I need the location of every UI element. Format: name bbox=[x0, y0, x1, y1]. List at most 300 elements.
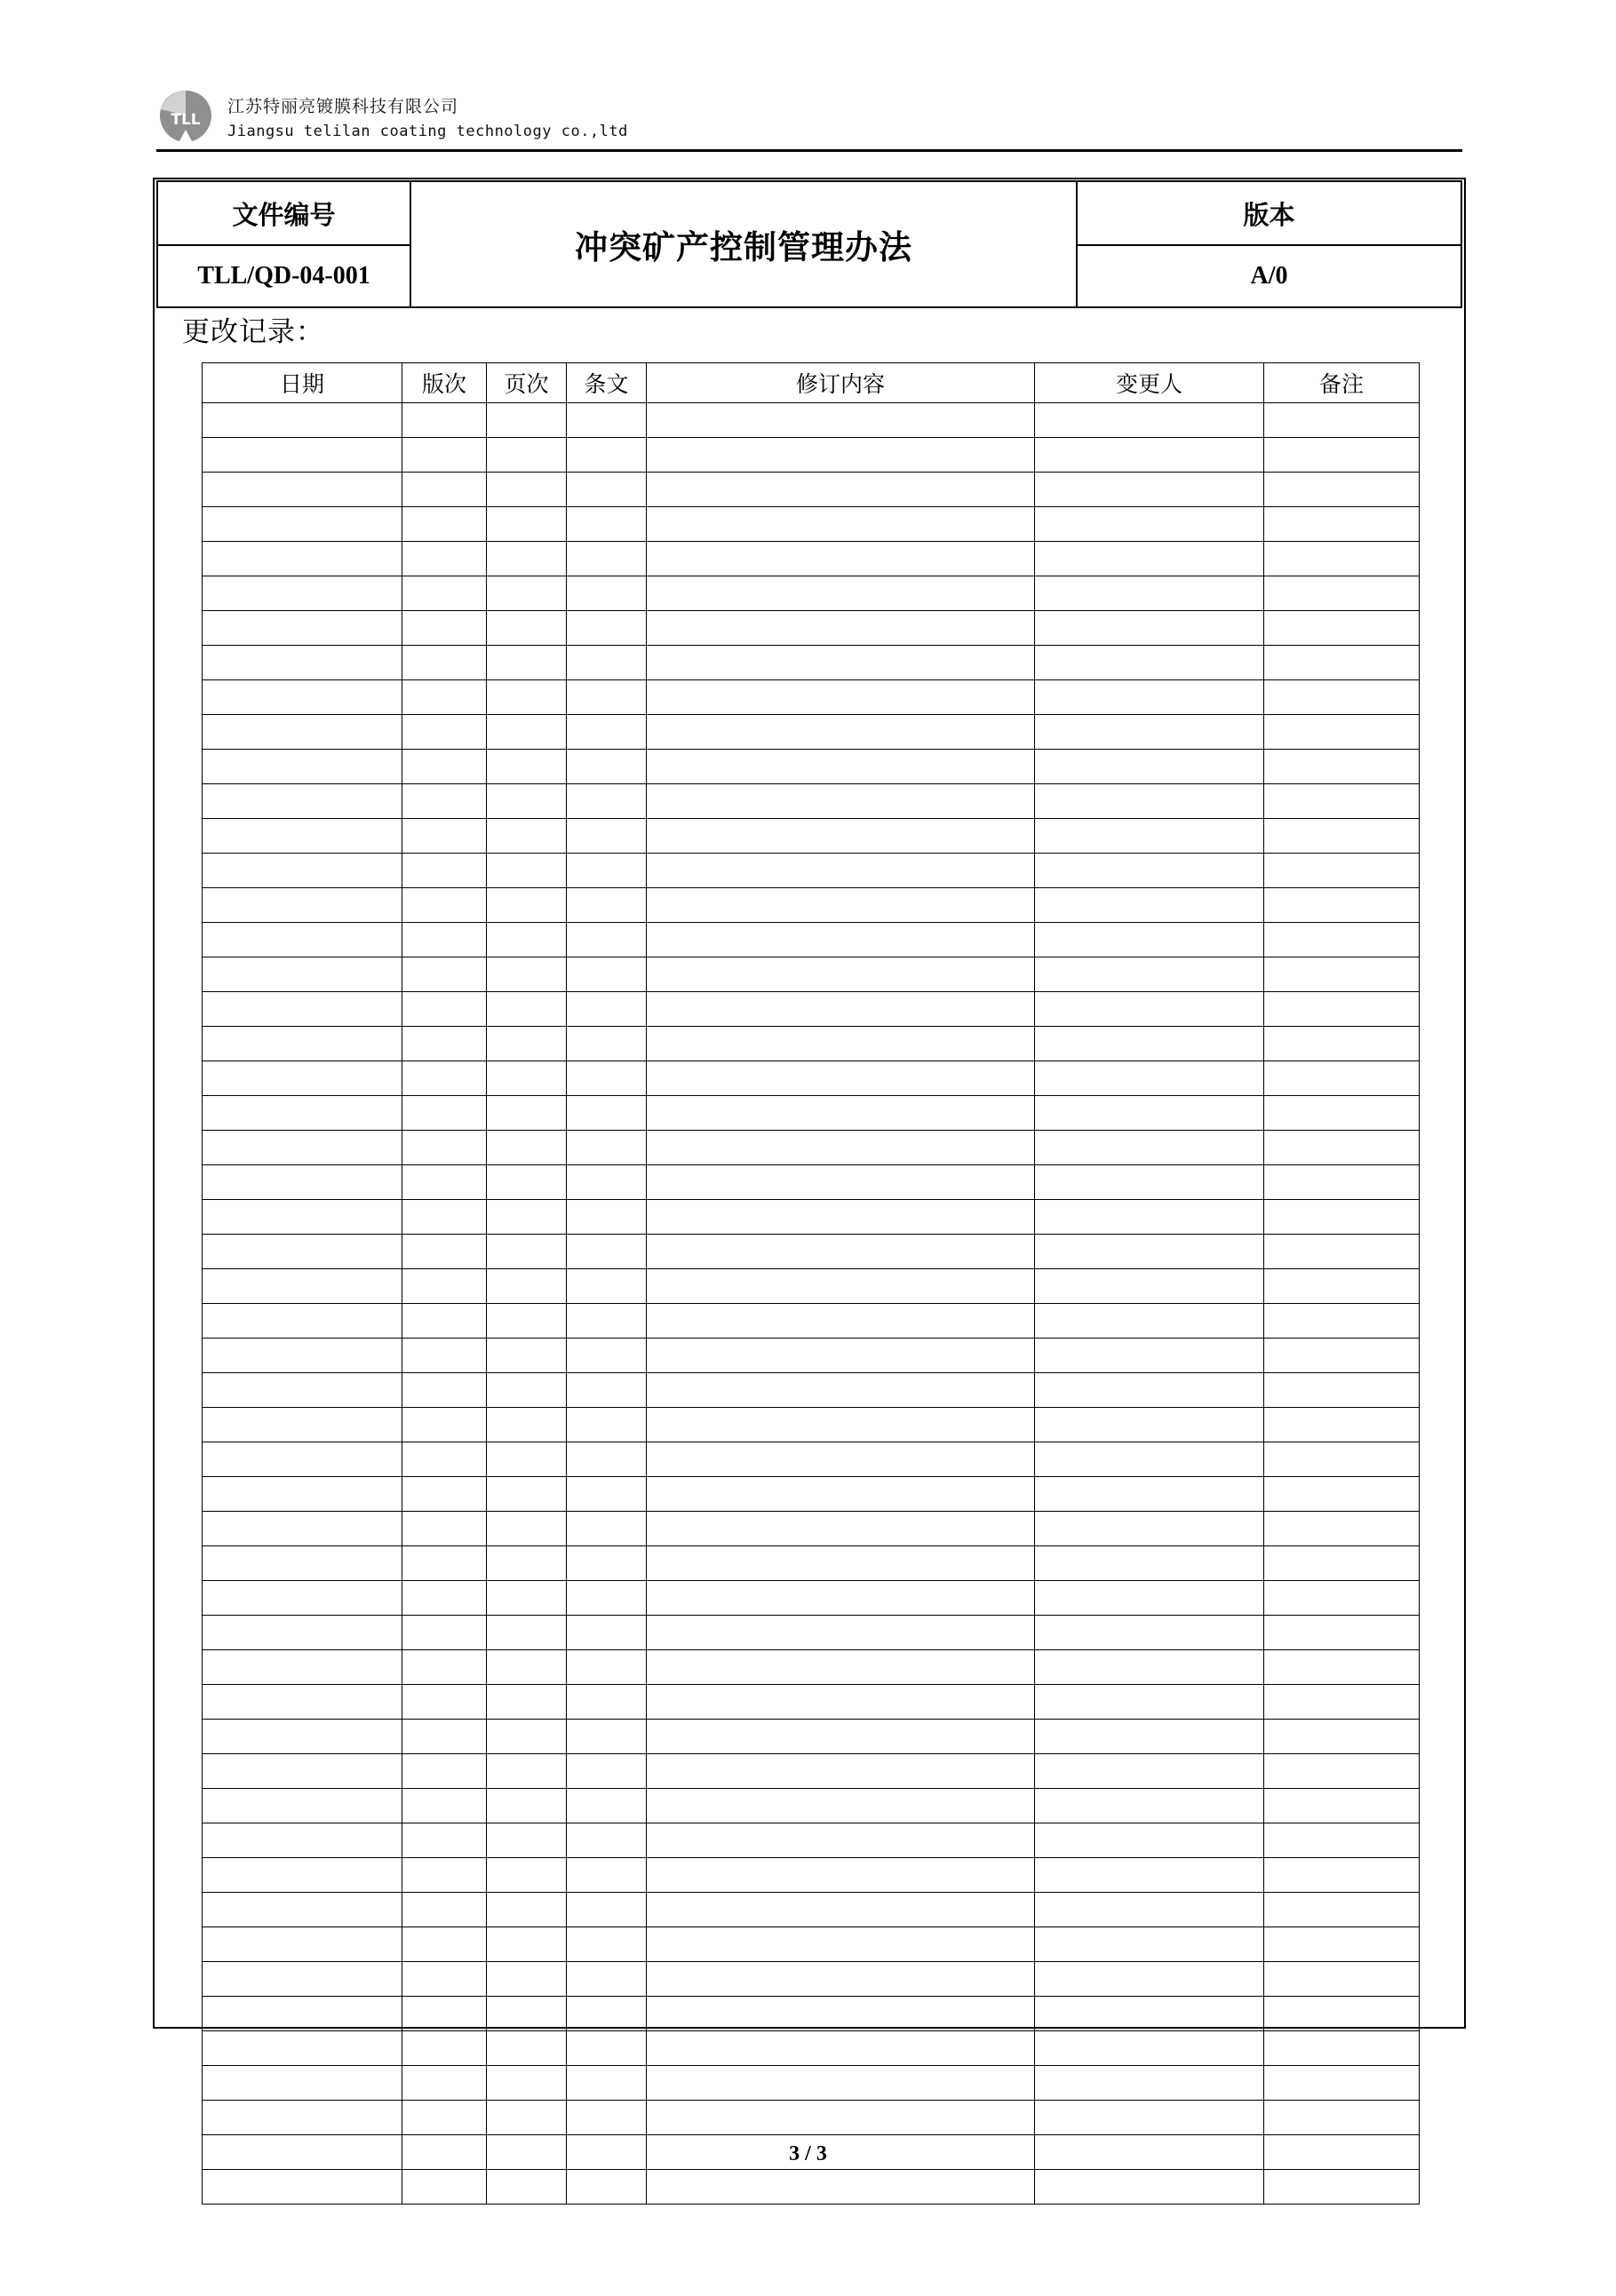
table-cell[interactable] bbox=[567, 854, 647, 888]
table-cell[interactable] bbox=[1035, 1546, 1264, 1581]
table-cell[interactable] bbox=[1035, 1373, 1264, 1408]
table-cell[interactable] bbox=[647, 923, 1035, 957]
table-cell[interactable] bbox=[1035, 1927, 1264, 1962]
table-cell[interactable] bbox=[647, 1754, 1035, 1789]
table-cell[interactable] bbox=[1264, 1165, 1420, 1200]
table-cell[interactable] bbox=[567, 646, 647, 680]
table-cell[interactable] bbox=[1035, 1997, 1264, 2031]
table-cell[interactable] bbox=[203, 1616, 402, 1650]
table-cell[interactable] bbox=[402, 923, 487, 957]
table-cell[interactable] bbox=[487, 1927, 567, 1962]
table-cell[interactable] bbox=[1035, 1858, 1264, 1893]
table-cell[interactable] bbox=[487, 1858, 567, 1893]
table-cell[interactable] bbox=[487, 611, 567, 646]
table-cell[interactable] bbox=[487, 438, 567, 473]
table-cell[interactable] bbox=[567, 1269, 647, 1304]
table-cell[interactable] bbox=[1264, 1027, 1420, 1061]
table-cell[interactable] bbox=[567, 1061, 647, 1096]
table-cell[interactable] bbox=[1264, 1650, 1420, 1685]
table-cell[interactable] bbox=[1035, 1789, 1264, 1823]
table-cell[interactable] bbox=[402, 2170, 487, 2205]
table-cell[interactable] bbox=[203, 1408, 402, 1442]
table-cell[interactable] bbox=[402, 1685, 487, 1720]
table-cell[interactable] bbox=[1264, 2031, 1420, 2066]
table-cell[interactable] bbox=[203, 1720, 402, 1754]
table-cell[interactable] bbox=[1035, 1581, 1264, 1616]
table-cell[interactable] bbox=[1035, 2101, 1264, 2135]
table-cell[interactable] bbox=[1035, 1200, 1264, 1235]
table-cell[interactable] bbox=[647, 1061, 1035, 1096]
table-cell[interactable] bbox=[487, 1650, 567, 1685]
table-cell[interactable] bbox=[1264, 888, 1420, 923]
table-cell[interactable] bbox=[1035, 1408, 1264, 1442]
table-cell[interactable] bbox=[1035, 403, 1264, 438]
table-cell[interactable] bbox=[1035, 784, 1264, 819]
table-cell[interactable] bbox=[487, 1962, 567, 1997]
table-cell[interactable] bbox=[567, 784, 647, 819]
table-cell[interactable] bbox=[487, 473, 567, 507]
table-cell[interactable] bbox=[567, 819, 647, 854]
table-cell[interactable] bbox=[1264, 1373, 1420, 1408]
table-cell[interactable] bbox=[487, 1373, 567, 1408]
table-cell[interactable] bbox=[567, 680, 647, 715]
table-cell[interactable] bbox=[203, 1373, 402, 1408]
table-cell[interactable] bbox=[203, 1096, 402, 1131]
table-cell[interactable] bbox=[203, 1304, 402, 1339]
table-cell[interactable] bbox=[1035, 507, 1264, 542]
table-cell[interactable] bbox=[567, 992, 647, 1027]
table-cell[interactable] bbox=[203, 2031, 402, 2066]
table-cell[interactable] bbox=[567, 1650, 647, 1685]
table-cell[interactable] bbox=[203, 1269, 402, 1304]
table-cell[interactable] bbox=[1264, 2101, 1420, 2135]
table-cell[interactable] bbox=[487, 1096, 567, 1131]
table-cell[interactable] bbox=[487, 819, 567, 854]
table-cell[interactable] bbox=[567, 1616, 647, 1650]
table-cell[interactable] bbox=[487, 1997, 567, 2031]
table-cell[interactable] bbox=[487, 2066, 567, 2101]
table-cell[interactable] bbox=[203, 784, 402, 819]
table-cell[interactable] bbox=[1035, 438, 1264, 473]
table-cell[interactable] bbox=[1035, 957, 1264, 992]
table-cell[interactable] bbox=[647, 2066, 1035, 2101]
table-cell[interactable] bbox=[487, 1200, 567, 1235]
table-cell[interactable] bbox=[203, 1581, 402, 1616]
table-cell[interactable] bbox=[402, 1789, 487, 1823]
table-cell[interactable] bbox=[1035, 819, 1264, 854]
table-cell[interactable] bbox=[647, 438, 1035, 473]
table-cell[interactable] bbox=[647, 819, 1035, 854]
table-cell[interactable] bbox=[1035, 1096, 1264, 1131]
table-cell[interactable] bbox=[1264, 2066, 1420, 2101]
table-cell[interactable] bbox=[1264, 438, 1420, 473]
table-cell[interactable] bbox=[1035, 1962, 1264, 1997]
table-cell[interactable] bbox=[647, 957, 1035, 992]
table-cell[interactable] bbox=[647, 1477, 1035, 1512]
table-cell[interactable] bbox=[203, 992, 402, 1027]
table-cell[interactable] bbox=[647, 646, 1035, 680]
table-cell[interactable] bbox=[1264, 923, 1420, 957]
table-cell[interactable] bbox=[647, 1650, 1035, 1685]
table-cell[interactable] bbox=[402, 542, 487, 576]
table-cell[interactable] bbox=[1264, 680, 1420, 715]
table-cell[interactable] bbox=[1035, 1235, 1264, 1269]
table-cell[interactable] bbox=[647, 1027, 1035, 1061]
table-cell[interactable] bbox=[487, 1754, 567, 1789]
table-cell[interactable] bbox=[487, 646, 567, 680]
table-cell[interactable] bbox=[647, 1200, 1035, 1235]
table-cell[interactable] bbox=[1264, 1096, 1420, 1131]
table-cell[interactable] bbox=[402, 1096, 487, 1131]
table-cell[interactable] bbox=[567, 1997, 647, 2031]
table-cell[interactable] bbox=[567, 507, 647, 542]
table-cell[interactable] bbox=[1264, 750, 1420, 784]
table-cell[interactable] bbox=[1264, 611, 1420, 646]
table-cell[interactable] bbox=[567, 1927, 647, 1962]
table-cell[interactable] bbox=[402, 1373, 487, 1408]
table-cell[interactable] bbox=[1035, 473, 1264, 507]
table-cell[interactable] bbox=[203, 507, 402, 542]
table-cell[interactable] bbox=[647, 888, 1035, 923]
table-cell[interactable] bbox=[203, 2066, 402, 2101]
table-cell[interactable] bbox=[487, 1304, 567, 1339]
table-cell[interactable] bbox=[1035, 1165, 1264, 1200]
table-cell[interactable] bbox=[1264, 646, 1420, 680]
table-cell[interactable] bbox=[1264, 784, 1420, 819]
table-cell[interactable] bbox=[402, 1200, 487, 1235]
table-cell[interactable] bbox=[203, 680, 402, 715]
table-cell[interactable] bbox=[203, 1546, 402, 1581]
table-cell[interactable] bbox=[567, 1546, 647, 1581]
table-cell[interactable] bbox=[647, 715, 1035, 750]
table-cell[interactable] bbox=[647, 611, 1035, 646]
table-cell[interactable] bbox=[203, 1061, 402, 1096]
table-cell[interactable] bbox=[402, 1512, 487, 1546]
table-cell[interactable] bbox=[487, 1408, 567, 1442]
table-cell[interactable] bbox=[1264, 1962, 1420, 1997]
table-cell[interactable] bbox=[487, 542, 567, 576]
table-cell[interactable] bbox=[647, 1823, 1035, 1858]
table-cell[interactable] bbox=[203, 819, 402, 854]
table-cell[interactable] bbox=[567, 1893, 647, 1927]
table-cell[interactable] bbox=[1264, 1442, 1420, 1477]
table-cell[interactable] bbox=[647, 1165, 1035, 1200]
table-cell[interactable] bbox=[487, 1442, 567, 1477]
table-cell[interactable] bbox=[1264, 992, 1420, 1027]
table-cell[interactable] bbox=[402, 1546, 487, 1581]
table-cell[interactable] bbox=[203, 2101, 402, 2135]
table-cell[interactable] bbox=[402, 1027, 487, 1061]
table-cell[interactable] bbox=[402, 438, 487, 473]
table-cell[interactable] bbox=[203, 1823, 402, 1858]
table-cell[interactable] bbox=[203, 1962, 402, 1997]
table-cell[interactable] bbox=[567, 1165, 647, 1200]
table-cell[interactable] bbox=[567, 2031, 647, 2066]
table-cell[interactable] bbox=[487, 1339, 567, 1373]
table-cell[interactable] bbox=[647, 1408, 1035, 1442]
table-cell[interactable] bbox=[1035, 1685, 1264, 1720]
table-cell[interactable] bbox=[1264, 715, 1420, 750]
table-cell[interactable] bbox=[1264, 1789, 1420, 1823]
table-cell[interactable] bbox=[203, 1477, 402, 1512]
table-cell[interactable] bbox=[1264, 576, 1420, 611]
table-cell[interactable] bbox=[402, 2101, 487, 2135]
table-cell[interactable] bbox=[567, 1339, 647, 1373]
table-cell[interactable] bbox=[647, 2101, 1035, 2135]
table-cell[interactable] bbox=[647, 1720, 1035, 1754]
table-cell[interactable] bbox=[487, 403, 567, 438]
table-cell[interactable] bbox=[647, 1997, 1035, 2031]
table-cell[interactable] bbox=[1264, 1720, 1420, 1754]
table-cell[interactable] bbox=[487, 1789, 567, 1823]
table-cell[interactable] bbox=[567, 542, 647, 576]
table-cell[interactable] bbox=[1035, 1027, 1264, 1061]
table-cell[interactable] bbox=[402, 1477, 487, 1512]
table-cell[interactable] bbox=[1035, 750, 1264, 784]
table-cell[interactable] bbox=[1264, 819, 1420, 854]
table-cell[interactable] bbox=[402, 1235, 487, 1269]
table-cell[interactable] bbox=[203, 438, 402, 473]
table-cell[interactable] bbox=[1264, 1927, 1420, 1962]
table-cell[interactable] bbox=[647, 1339, 1035, 1373]
table-cell[interactable] bbox=[567, 1823, 647, 1858]
table-cell[interactable] bbox=[203, 1858, 402, 1893]
table-cell[interactable] bbox=[1264, 542, 1420, 576]
table-cell[interactable] bbox=[647, 1512, 1035, 1546]
table-cell[interactable] bbox=[402, 1304, 487, 1339]
table-cell[interactable] bbox=[1264, 1339, 1420, 1373]
table-cell[interactable] bbox=[567, 2170, 647, 2205]
table-cell[interactable] bbox=[647, 576, 1035, 611]
table-cell[interactable] bbox=[1264, 1061, 1420, 1096]
table-cell[interactable] bbox=[402, 854, 487, 888]
table-cell[interactable] bbox=[567, 1512, 647, 1546]
table-cell[interactable] bbox=[203, 750, 402, 784]
table-cell[interactable] bbox=[203, 1927, 402, 1962]
table-cell[interactable] bbox=[487, 1546, 567, 1581]
table-cell[interactable] bbox=[1264, 957, 1420, 992]
table-cell[interactable] bbox=[487, 1893, 567, 1927]
table-cell[interactable] bbox=[402, 1269, 487, 1304]
table-cell[interactable] bbox=[647, 1373, 1035, 1408]
table-cell[interactable] bbox=[1035, 923, 1264, 957]
table-cell[interactable] bbox=[402, 957, 487, 992]
table-cell[interactable] bbox=[203, 1339, 402, 1373]
table-cell[interactable] bbox=[1035, 1650, 1264, 1685]
table-cell[interactable] bbox=[487, 923, 567, 957]
table-cell[interactable] bbox=[1035, 611, 1264, 646]
table-cell[interactable] bbox=[567, 403, 647, 438]
table-cell[interactable] bbox=[203, 1650, 402, 1685]
table-cell[interactable] bbox=[1035, 576, 1264, 611]
table-cell[interactable] bbox=[487, 2170, 567, 2205]
table-cell[interactable] bbox=[1035, 542, 1264, 576]
table-cell[interactable] bbox=[203, 1754, 402, 1789]
table-cell[interactable] bbox=[1264, 1754, 1420, 1789]
table-cell[interactable] bbox=[402, 888, 487, 923]
table-cell[interactable] bbox=[647, 1304, 1035, 1339]
table-cell[interactable] bbox=[1264, 1893, 1420, 1927]
table-cell[interactable] bbox=[647, 1235, 1035, 1269]
table-cell[interactable] bbox=[647, 750, 1035, 784]
table-cell[interactable] bbox=[203, 1893, 402, 1927]
table-cell[interactable] bbox=[1264, 1685, 1420, 1720]
table-cell[interactable] bbox=[567, 1027, 647, 1061]
table-cell[interactable] bbox=[567, 2101, 647, 2135]
table-cell[interactable] bbox=[647, 1858, 1035, 1893]
table-cell[interactable] bbox=[487, 1269, 567, 1304]
table-cell[interactable] bbox=[487, 576, 567, 611]
table-cell[interactable] bbox=[567, 1581, 647, 1616]
table-cell[interactable] bbox=[1035, 1442, 1264, 1477]
table-cell[interactable] bbox=[487, 854, 567, 888]
table-cell[interactable] bbox=[402, 2066, 487, 2101]
table-cell[interactable] bbox=[647, 2031, 1035, 2066]
table-cell[interactable] bbox=[487, 1477, 567, 1512]
table-cell[interactable] bbox=[1035, 1823, 1264, 1858]
table-cell[interactable] bbox=[647, 542, 1035, 576]
table-cell[interactable] bbox=[203, 1789, 402, 1823]
table-cell[interactable] bbox=[647, 1962, 1035, 1997]
table-cell[interactable] bbox=[402, 1339, 487, 1373]
table-cell[interactable] bbox=[647, 1442, 1035, 1477]
table-cell[interactable] bbox=[1264, 1477, 1420, 1512]
table-cell[interactable] bbox=[567, 1408, 647, 1442]
table-cell[interactable] bbox=[647, 992, 1035, 1027]
table-cell[interactable] bbox=[567, 957, 647, 992]
table-cell[interactable] bbox=[487, 750, 567, 784]
table-cell[interactable] bbox=[1264, 1997, 1420, 2031]
table-cell[interactable] bbox=[567, 438, 647, 473]
table-cell[interactable] bbox=[567, 1442, 647, 1477]
table-cell[interactable] bbox=[647, 784, 1035, 819]
table-cell[interactable] bbox=[402, 611, 487, 646]
table-cell[interactable] bbox=[402, 1581, 487, 1616]
table-cell[interactable] bbox=[487, 1512, 567, 1546]
table-cell[interactable] bbox=[203, 1685, 402, 1720]
table-cell[interactable] bbox=[1035, 715, 1264, 750]
table-cell[interactable] bbox=[1264, 473, 1420, 507]
table-cell[interactable] bbox=[402, 507, 487, 542]
table-cell[interactable] bbox=[567, 888, 647, 923]
table-cell[interactable] bbox=[1264, 1235, 1420, 1269]
table-cell[interactable] bbox=[1264, 1200, 1420, 1235]
table-cell[interactable] bbox=[647, 1581, 1035, 1616]
table-cell[interactable] bbox=[487, 1027, 567, 1061]
table-cell[interactable] bbox=[567, 1754, 647, 1789]
table-cell[interactable] bbox=[1264, 507, 1420, 542]
table-cell[interactable] bbox=[402, 1442, 487, 1477]
table-cell[interactable] bbox=[1035, 2066, 1264, 2101]
table-cell[interactable] bbox=[1035, 992, 1264, 1027]
table-cell[interactable] bbox=[402, 715, 487, 750]
table-cell[interactable] bbox=[402, 1754, 487, 1789]
table-cell[interactable] bbox=[203, 542, 402, 576]
table-cell[interactable] bbox=[487, 784, 567, 819]
table-cell[interactable] bbox=[203, 923, 402, 957]
table-cell[interactable] bbox=[203, 611, 402, 646]
table-cell[interactable] bbox=[402, 1408, 487, 1442]
table-cell[interactable] bbox=[1264, 1581, 1420, 1616]
table-cell[interactable] bbox=[402, 1165, 487, 1200]
table-cell[interactable] bbox=[647, 1616, 1035, 1650]
table-cell[interactable] bbox=[402, 1131, 487, 1165]
table-cell[interactable] bbox=[647, 1927, 1035, 1962]
table-cell[interactable] bbox=[567, 1235, 647, 1269]
table-cell[interactable] bbox=[402, 819, 487, 854]
table-cell[interactable] bbox=[487, 2031, 567, 2066]
table-cell[interactable] bbox=[647, 1269, 1035, 1304]
table-cell[interactable] bbox=[1264, 1823, 1420, 1858]
table-cell[interactable] bbox=[487, 680, 567, 715]
table-cell[interactable] bbox=[402, 1858, 487, 1893]
table-cell[interactable] bbox=[1264, 1304, 1420, 1339]
table-cell[interactable] bbox=[647, 2170, 1035, 2205]
table-cell[interactable] bbox=[1035, 2031, 1264, 2066]
table-cell[interactable] bbox=[402, 1927, 487, 1962]
table-cell[interactable] bbox=[567, 1789, 647, 1823]
table-cell[interactable] bbox=[487, 1581, 567, 1616]
table-cell[interactable] bbox=[203, 2170, 402, 2205]
table-cell[interactable] bbox=[203, 473, 402, 507]
table-cell[interactable] bbox=[1264, 1858, 1420, 1893]
table-cell[interactable] bbox=[567, 1304, 647, 1339]
table-cell[interactable] bbox=[402, 1893, 487, 1927]
table-cell[interactable] bbox=[402, 576, 487, 611]
table-cell[interactable] bbox=[567, 1373, 647, 1408]
table-cell[interactable] bbox=[567, 1720, 647, 1754]
table-cell[interactable] bbox=[402, 403, 487, 438]
table-cell[interactable] bbox=[647, 1685, 1035, 1720]
table-cell[interactable] bbox=[567, 473, 647, 507]
table-cell[interactable] bbox=[487, 1165, 567, 1200]
table-cell[interactable] bbox=[487, 1061, 567, 1096]
table-cell[interactable] bbox=[203, 1442, 402, 1477]
table-cell[interactable] bbox=[487, 1685, 567, 1720]
table-cell[interactable] bbox=[1264, 403, 1420, 438]
table-cell[interactable] bbox=[647, 1893, 1035, 1927]
table-cell[interactable] bbox=[567, 2066, 647, 2101]
table-cell[interactable] bbox=[203, 646, 402, 680]
table-cell[interactable] bbox=[402, 680, 487, 715]
table-cell[interactable] bbox=[487, 1131, 567, 1165]
table-cell[interactable] bbox=[402, 1650, 487, 1685]
table-cell[interactable] bbox=[402, 473, 487, 507]
table-cell[interactable] bbox=[487, 957, 567, 992]
table-cell[interactable] bbox=[1035, 1893, 1264, 1927]
table-cell[interactable] bbox=[647, 473, 1035, 507]
table-cell[interactable] bbox=[487, 2101, 567, 2135]
table-cell[interactable] bbox=[647, 1546, 1035, 1581]
table-cell[interactable] bbox=[203, 1027, 402, 1061]
table-cell[interactable] bbox=[647, 507, 1035, 542]
table-cell[interactable] bbox=[487, 888, 567, 923]
table-cell[interactable] bbox=[1035, 646, 1264, 680]
table-cell[interactable] bbox=[402, 784, 487, 819]
table-cell[interactable] bbox=[487, 507, 567, 542]
table-cell[interactable] bbox=[1035, 888, 1264, 923]
table-cell[interactable] bbox=[1035, 1131, 1264, 1165]
table-cell[interactable] bbox=[203, 957, 402, 992]
table-cell[interactable] bbox=[203, 1512, 402, 1546]
table-cell[interactable] bbox=[647, 1131, 1035, 1165]
table-cell[interactable] bbox=[567, 1858, 647, 1893]
table-cell[interactable] bbox=[402, 1962, 487, 1997]
table-cell[interactable] bbox=[1035, 1754, 1264, 1789]
table-cell[interactable] bbox=[1264, 854, 1420, 888]
table-cell[interactable] bbox=[1035, 854, 1264, 888]
table-cell[interactable] bbox=[647, 1096, 1035, 1131]
